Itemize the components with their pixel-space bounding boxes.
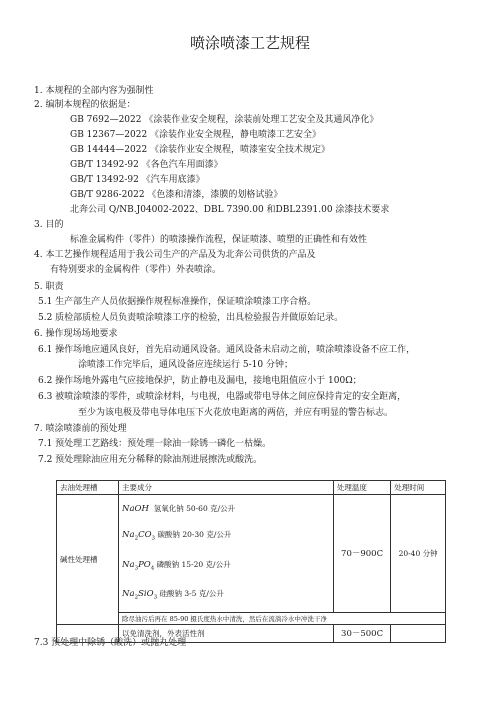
text-line-l3: GB 7692—2022 《涂装作业安全规程，涂装前处理工艺安全及其通风净化》 xyxy=(70,115,379,125)
text-line-l18: 6.1 操作场地应通风良好，首先启动通风设备。通风设备未启动之前，喷涂喷漆设备不应工作， xyxy=(38,345,416,355)
time-2-empty xyxy=(391,624,446,642)
text-line-l24: 7.1 预处理工艺路线：预处理一除油一除锈一磷化一枯燥。 xyxy=(38,439,272,449)
text-line-l14: 5. 职责 xyxy=(34,282,64,292)
temperature-2: 30－500C xyxy=(333,624,390,642)
components-cell xyxy=(119,495,334,613)
text-line-l17: 6. 操作现场场地要求 xyxy=(34,329,118,339)
header-tank: 去油处理槽 xyxy=(57,481,119,495)
row-label-alkaline: 碱性处理槽 xyxy=(57,495,119,625)
text-line-l2: 2. 编制本规程的依据是： xyxy=(34,100,136,110)
text-line-l16: 5.2 质检部质检人员负责喷涂喷漆工序的检验，出具检验报告并做原始记录。 xyxy=(38,313,344,323)
text-line-l15: 5.1 生产部生产人员依据操作规程标准操作，保证喷涂喷漆工序合格。 xyxy=(38,297,317,307)
header-time: 处理时间 xyxy=(391,481,446,495)
component-na3po4: $Na_3PO_4$ 磷酸钠 15-20 克/公升 xyxy=(122,559,231,571)
text-line-l5: GB 14444—2022 《涂装作业安全规程，喷漆室安全技术规定》 xyxy=(70,145,331,155)
degreasing-table xyxy=(56,480,446,643)
text-line-l11: 标准金属构件（零件）的喷漆操作流程，保证喷漆、喷塑的正确性和有效性 xyxy=(70,235,368,245)
time-1: 20-40 分钟 xyxy=(391,495,446,613)
text-line-l25: 7.2 预处理除油应用充分稀释的除油剂进展擦洗或酸洗。 xyxy=(38,455,263,465)
text-line-l22: 至少为该电极及带电导体电压下火花放电距离的两倍，并应有明显的警告标志。 xyxy=(78,408,394,418)
text-line-l12: 4. 本工艺操作规程适用于我公司生产的产品及为北奔公司供货的产品及 xyxy=(34,250,316,260)
extra-row-text: 以免清洗剂，外表活性剂 xyxy=(119,624,334,642)
text-line-l7: GB/T 13492-92 《汽车用底漆》 xyxy=(70,175,205,185)
text-line-l1: 1. 本规程的全部内容为强制性 xyxy=(34,86,154,96)
rinse-note: 除尽油污后再在 85-90 摄氏度热水中清洗，然后在流淌冷水中冲洗干净 xyxy=(119,612,446,624)
text-line-l6: GB/T 13492-92 《各色汽车用面漆》 xyxy=(70,160,223,170)
text-line-l9: 北奔公司 Q/NB.J04002-2022、DBL 7390.00 和DBL2391.00 涂漆技术要求 xyxy=(70,205,390,215)
text-line-l13: 有特别要求的金属构件（零件）外表喷涂。 xyxy=(50,265,222,275)
text-line-l8: GB/T 9286-2022 《色漆和清漆，漆膜的划格试验》 xyxy=(70,190,283,200)
header-components: 主要成分 xyxy=(119,481,334,495)
header-temperature: 处理温度 xyxy=(333,481,390,495)
extra-row-empty xyxy=(57,624,119,642)
text-line-l26: 7.3 预处理中除锈（酸洗）或抛丸处理 xyxy=(34,638,187,648)
text-line-l4: GB 12367—2022 《涂装作业安全规程，静电喷漆工艺安全》 xyxy=(70,130,322,140)
text-line-l20: 6.2 操作场地外露电气应接地保护，防止静电及漏电，接地电阻值应小于 100Ω； xyxy=(38,376,362,386)
text-line-l19: 涂喷漆工作完毕后，通风设备应连续运行 5-10 分钟； xyxy=(78,360,293,370)
text-line-l23: 7. 喷涂喷漆前的预处理 xyxy=(34,424,127,434)
text-line-l10: 3. 目的 xyxy=(34,220,64,230)
component-na2co3: $Na_2CO_3$ 碳酸钠 20-30 克/公升 xyxy=(122,530,232,542)
page-title: 喷涂喷漆工艺规程 xyxy=(189,34,310,52)
component-na2sio3: $Na_2SiO_3$ 硅酸钠 3-5 克/公升 xyxy=(122,589,224,601)
text-line-l21: 6.3 被喷涂喷漆的零件，或喷涂材料，与电视，电器或带电导体之间应保持肯定的安全距离， xyxy=(38,392,407,402)
temperature-1: 70－900C xyxy=(333,495,390,613)
component-naoh: NaOH 氢氧化钠 50-60 克/公升 xyxy=(122,504,236,514)
